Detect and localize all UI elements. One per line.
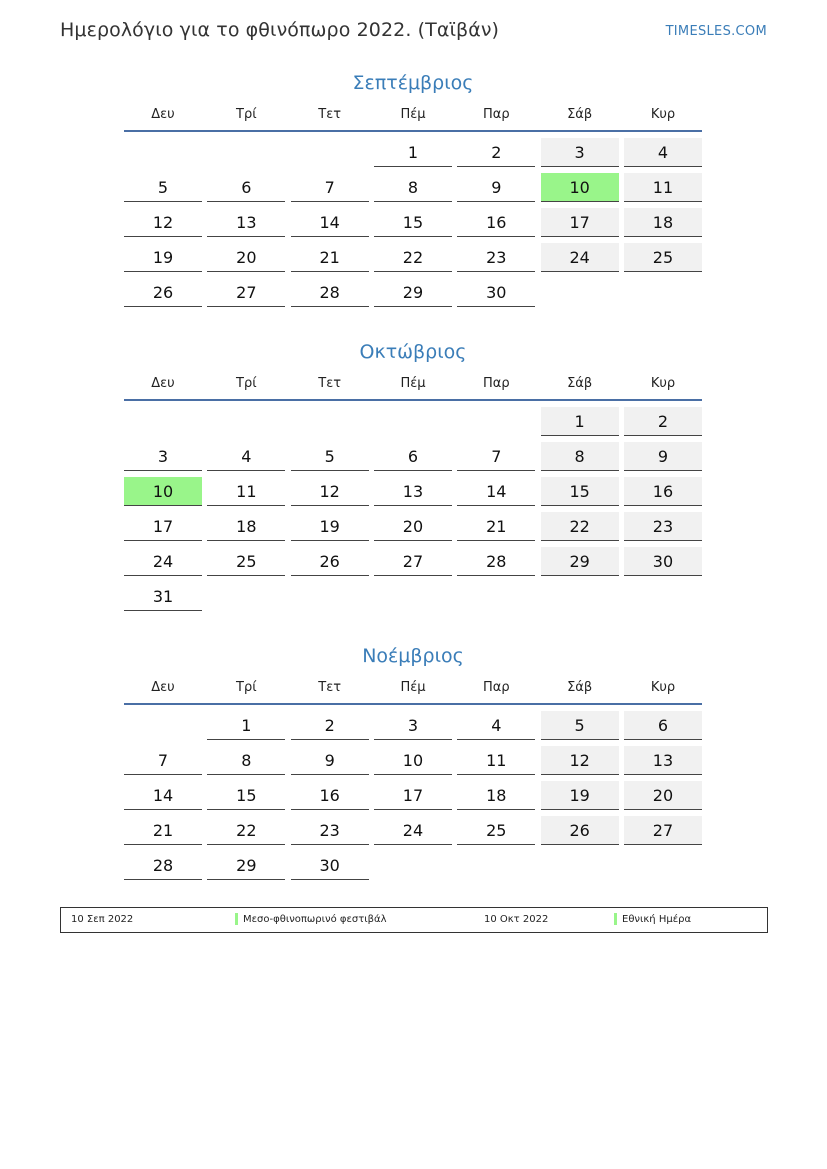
holiday-color-swatch	[235, 913, 238, 925]
day-cell: 10	[374, 746, 452, 775]
day-cell: 24	[374, 816, 452, 845]
empty-cell	[124, 407, 202, 436]
weekday-label: Πέμ	[400, 376, 426, 391]
weekday-label: Τετ	[318, 107, 342, 122]
empty-cell	[291, 138, 369, 167]
weekday-label: Δευ	[151, 376, 175, 391]
weekday-label: Τρί	[236, 680, 257, 695]
holiday-color-swatch	[614, 913, 617, 925]
month-title: Οκτώβριος	[359, 341, 467, 363]
day-cell: 14	[291, 208, 369, 237]
day-cell: 16	[624, 477, 702, 506]
day-cell: 13	[374, 477, 452, 506]
day-cell: 27	[624, 816, 702, 845]
brand-link[interactable]: TIMESLES.COM	[665, 24, 767, 39]
day-cell: 16	[457, 208, 535, 237]
day-cell: 18	[207, 512, 285, 541]
legend-date: 10 Σεπ 2022	[71, 914, 134, 925]
empty-cell	[207, 138, 285, 167]
legend-date: 10 Οκτ 2022	[484, 914, 549, 925]
day-cell: 23	[291, 816, 369, 845]
day-cell: 31	[124, 582, 202, 611]
day-cell: 3	[374, 711, 452, 740]
page-title: Ημερολόγιο για το φθινόπωρο 2022. (Ταϊβάν)	[60, 19, 500, 41]
day-cell: 19	[124, 243, 202, 272]
weekday-label: Σάβ	[567, 376, 593, 391]
day-cell: 15	[374, 208, 452, 237]
empty-cell	[207, 407, 285, 436]
weekday-label: Πέμ	[400, 680, 426, 695]
empty-cell	[124, 138, 202, 167]
day-cell: 4	[457, 711, 535, 740]
day-cell: 25	[457, 816, 535, 845]
day-cell: 12	[124, 208, 202, 237]
weekday-label: Τρί	[236, 376, 257, 391]
day-cell: 11	[457, 746, 535, 775]
day-cell: 19	[291, 512, 369, 541]
day-grid	[124, 138, 702, 307]
month-title: Σεπτέμβριος	[352, 72, 474, 94]
day-cell: 30	[291, 851, 369, 880]
empty-cell	[124, 711, 202, 740]
weekday-label: Κυρ	[650, 107, 676, 122]
day-cell: 22	[207, 816, 285, 845]
day-cell: 26	[541, 816, 619, 845]
month-november	[124, 643, 702, 880]
day-cell: 11	[207, 477, 285, 506]
day-cell: 23	[457, 243, 535, 272]
day-cell: 1	[541, 407, 619, 436]
day-cell: 8	[541, 442, 619, 471]
weekday-header	[124, 679, 702, 705]
day-cell: 4	[207, 442, 285, 471]
day-cell: 3	[541, 138, 619, 167]
weekday-label: Τετ	[318, 680, 342, 695]
day-cell: 28	[291, 278, 369, 307]
day-cell: 25	[624, 243, 702, 272]
day-cell: 9	[457, 173, 535, 202]
day-cell: 29	[207, 851, 285, 880]
day-cell: 6	[624, 711, 702, 740]
month-october	[124, 339, 702, 611]
day-cell: 20	[207, 243, 285, 272]
day-grid	[124, 711, 702, 880]
day-cell: 8	[207, 746, 285, 775]
day-cell: 9	[291, 746, 369, 775]
weekday-label: Σάβ	[567, 680, 593, 695]
empty-cell	[457, 407, 535, 436]
day-cell: 24	[124, 547, 202, 576]
legend-holiday-name: Εθνική Ημέρα	[622, 914, 692, 925]
day-cell: 2	[291, 711, 369, 740]
day-cell: 28	[124, 851, 202, 880]
day-cell: 12	[291, 477, 369, 506]
weekday-header	[124, 375, 702, 401]
day-cell: 15	[207, 781, 285, 810]
day-cell: 22	[541, 512, 619, 541]
day-cell: 26	[124, 278, 202, 307]
day-cell: 19	[541, 781, 619, 810]
day-cell: 13	[624, 746, 702, 775]
weekday-header	[124, 106, 702, 132]
day-cell: 12	[541, 746, 619, 775]
day-cell: 29	[541, 547, 619, 576]
month-september	[124, 70, 702, 307]
day-cell: 5	[124, 173, 202, 202]
weekday-label: Παρ	[483, 376, 510, 391]
day-cell: 21	[124, 816, 202, 845]
day-cell: 25	[207, 547, 285, 576]
day-cell: 27	[207, 278, 285, 307]
day-cell: 1	[207, 711, 285, 740]
day-cell: 22	[374, 243, 452, 272]
holiday-day-cell: 10	[124, 477, 202, 506]
legend-holiday-name: Μεσο-φθινοπωρινό φεστιβάλ	[243, 914, 387, 925]
day-cell: 1	[374, 138, 452, 167]
day-cell: 30	[457, 278, 535, 307]
day-cell: 20	[624, 781, 702, 810]
day-cell: 2	[457, 138, 535, 167]
day-cell: 30	[624, 547, 702, 576]
day-cell: 14	[457, 477, 535, 506]
day-cell: 21	[457, 512, 535, 541]
day-cell: 9	[624, 442, 702, 471]
day-cell: 20	[374, 512, 452, 541]
day-cell: 13	[207, 208, 285, 237]
day-cell: 7	[291, 173, 369, 202]
day-cell: 7	[457, 442, 535, 471]
day-cell: 14	[124, 781, 202, 810]
day-cell: 7	[124, 746, 202, 775]
weekday-label: Σάβ	[567, 107, 593, 122]
weekday-label: Δευ	[151, 680, 175, 695]
day-cell: 17	[124, 512, 202, 541]
day-cell: 17	[374, 781, 452, 810]
month-title: Νοέμβριος	[362, 645, 464, 667]
day-cell: 23	[624, 512, 702, 541]
weekday-label: Κυρ	[650, 376, 676, 391]
weekday-label: Παρ	[483, 107, 510, 122]
day-cell: 29	[374, 278, 452, 307]
day-cell: 8	[374, 173, 452, 202]
holiday-legend	[60, 907, 768, 933]
weekday-label: Πέμ	[400, 107, 426, 122]
weekday-label: Τρί	[236, 107, 257, 122]
day-cell: 17	[541, 208, 619, 237]
day-cell: 6	[374, 442, 452, 471]
weekday-label: Κυρ	[650, 680, 676, 695]
day-cell: 3	[124, 442, 202, 471]
day-cell: 18	[624, 208, 702, 237]
day-cell: 24	[541, 243, 619, 272]
day-cell: 15	[541, 477, 619, 506]
empty-cell	[374, 407, 452, 436]
day-cell: 2	[624, 407, 702, 436]
day-cell: 28	[457, 547, 535, 576]
day-cell: 4	[624, 138, 702, 167]
weekday-label: Παρ	[483, 680, 510, 695]
day-cell: 27	[374, 547, 452, 576]
weekday-label: Δευ	[151, 107, 175, 122]
day-cell: 5	[291, 442, 369, 471]
weekday-label: Τετ	[318, 376, 342, 391]
empty-cell	[291, 407, 369, 436]
day-cell: 21	[291, 243, 369, 272]
day-cell: 26	[291, 547, 369, 576]
day-cell: 16	[291, 781, 369, 810]
day-cell: 6	[207, 173, 285, 202]
day-cell: 5	[541, 711, 619, 740]
holiday-day-cell: 10	[541, 173, 619, 202]
day-grid	[124, 407, 702, 611]
day-cell: 11	[624, 173, 702, 202]
day-cell: 18	[457, 781, 535, 810]
